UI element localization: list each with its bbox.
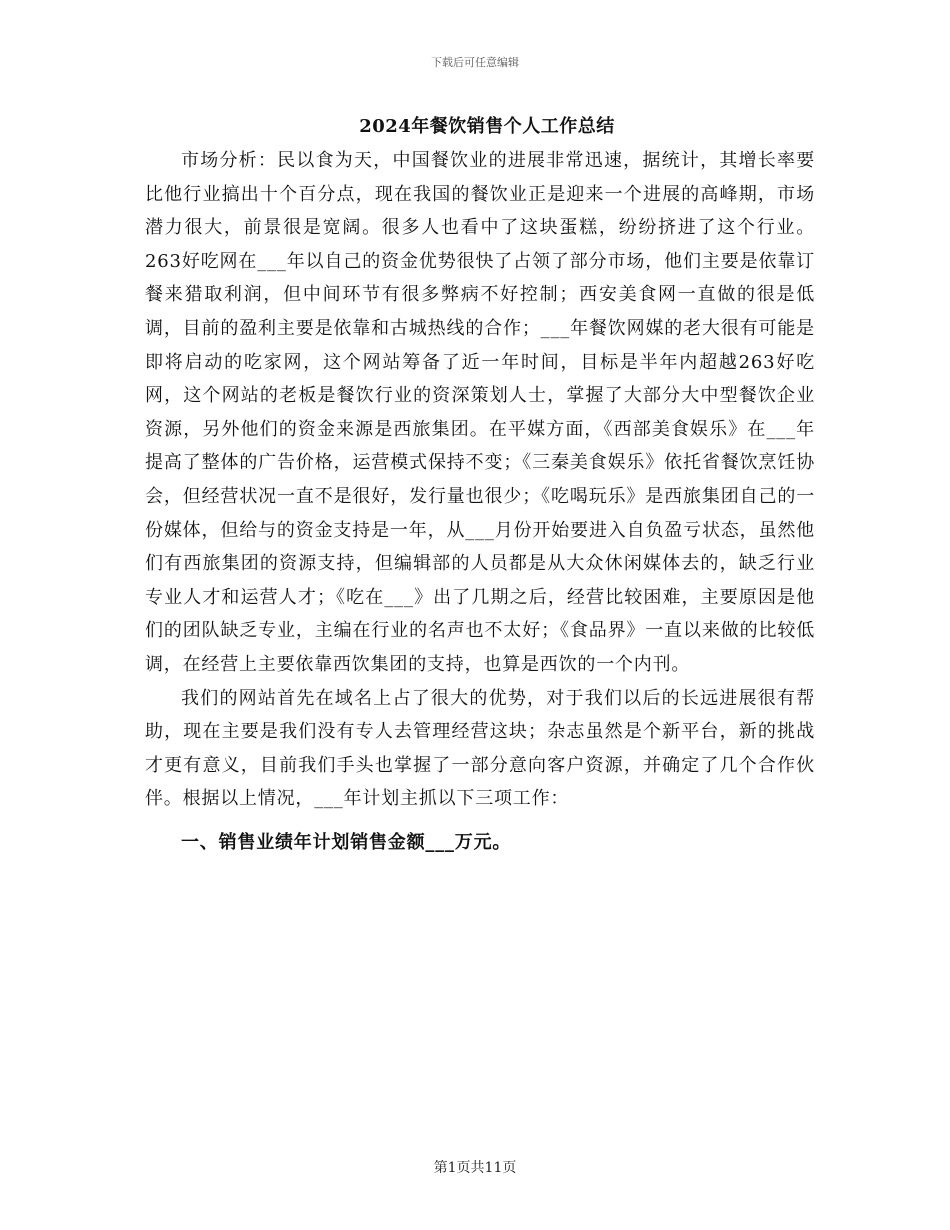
page-header-note: 下载后可任意编辑 — [431, 56, 519, 69]
paragraph-market-analysis: 市场分析：民以食为天，中国餐饮业的进展非常迅速，据统计，其增长率要比他行业搞出十个百分点，现在我国的餐饮业正是迎来一个进展的高峰期，市场潜力很大，前景很是宽阔。很多人也看中了这块蛋糕，纷纷挤进了这个行业。263好吃网在___年以自己的资金优势很快了占领了部分市场，他们主要是依靠订餐来猎取利润，但中间环节有很多弊病不好控制；西安美食网一直做的很是低调，目前的盈利主要是依靠和古城热线的合作；___年餐饮网媒的老大很有可能是即将启动的吃家网，这个网站筹备了近一年时间，目标是半年内超越263好吃网，这个网站的老板是餐饮行业的资深策划人士，掌握了大部分大中型餐饮企业资源，另外他们的资金来源是西旅集团。在平媒方面，《西部美食娱乐》在___年提高了整体的广告价格，运营模式保持不变；《三秦美食娱乐》依托省餐饮烹饪协会，但经营状况一直不是很好，发行量也很少；《吃喝玩乐》是西旅集团自己的一份媒体，但给与的资金支持是一年，从___月份开始要进入自负盈亏状态，虽然他们有西旅集团的资源支持，但编辑部的人员都是从大众休闲媒体去的，缺乏行业专业人才和运营人才；《吃在___》出了几期之后，经营比较困难，主要原因是他们的团队缺乏专业，主编在行业的名声也不太好；《食品界》一直以来做的比较低调，在经营上主要依靠西饮集团的支持，也算是西饮的一个内刊。 — [145, 150, 815, 675]
page-number: 第1页共11页 — [433, 1160, 517, 1176]
section-heading-sales-target: 一、销售业绩年计划销售金额___万元。 — [181, 831, 512, 853]
document-title: 2024年餐饮销售个人工作总结 — [359, 116, 615, 137]
paragraph-our-advantages: 我们的网站首先在域名上占了很大的优势，对于我们以后的长远进展很有帮助，现在主要是我们没有专人去管理经营这块；杂志虽然是个新平台，新的挑战才更有意义，目前我们手头也掌握了一部分意向客户资源，并确定了几个合作伙伴。根据以上情况，___年计划主抓以下三项工作： — [145, 687, 815, 810]
document-body — [145, 112, 815, 859]
